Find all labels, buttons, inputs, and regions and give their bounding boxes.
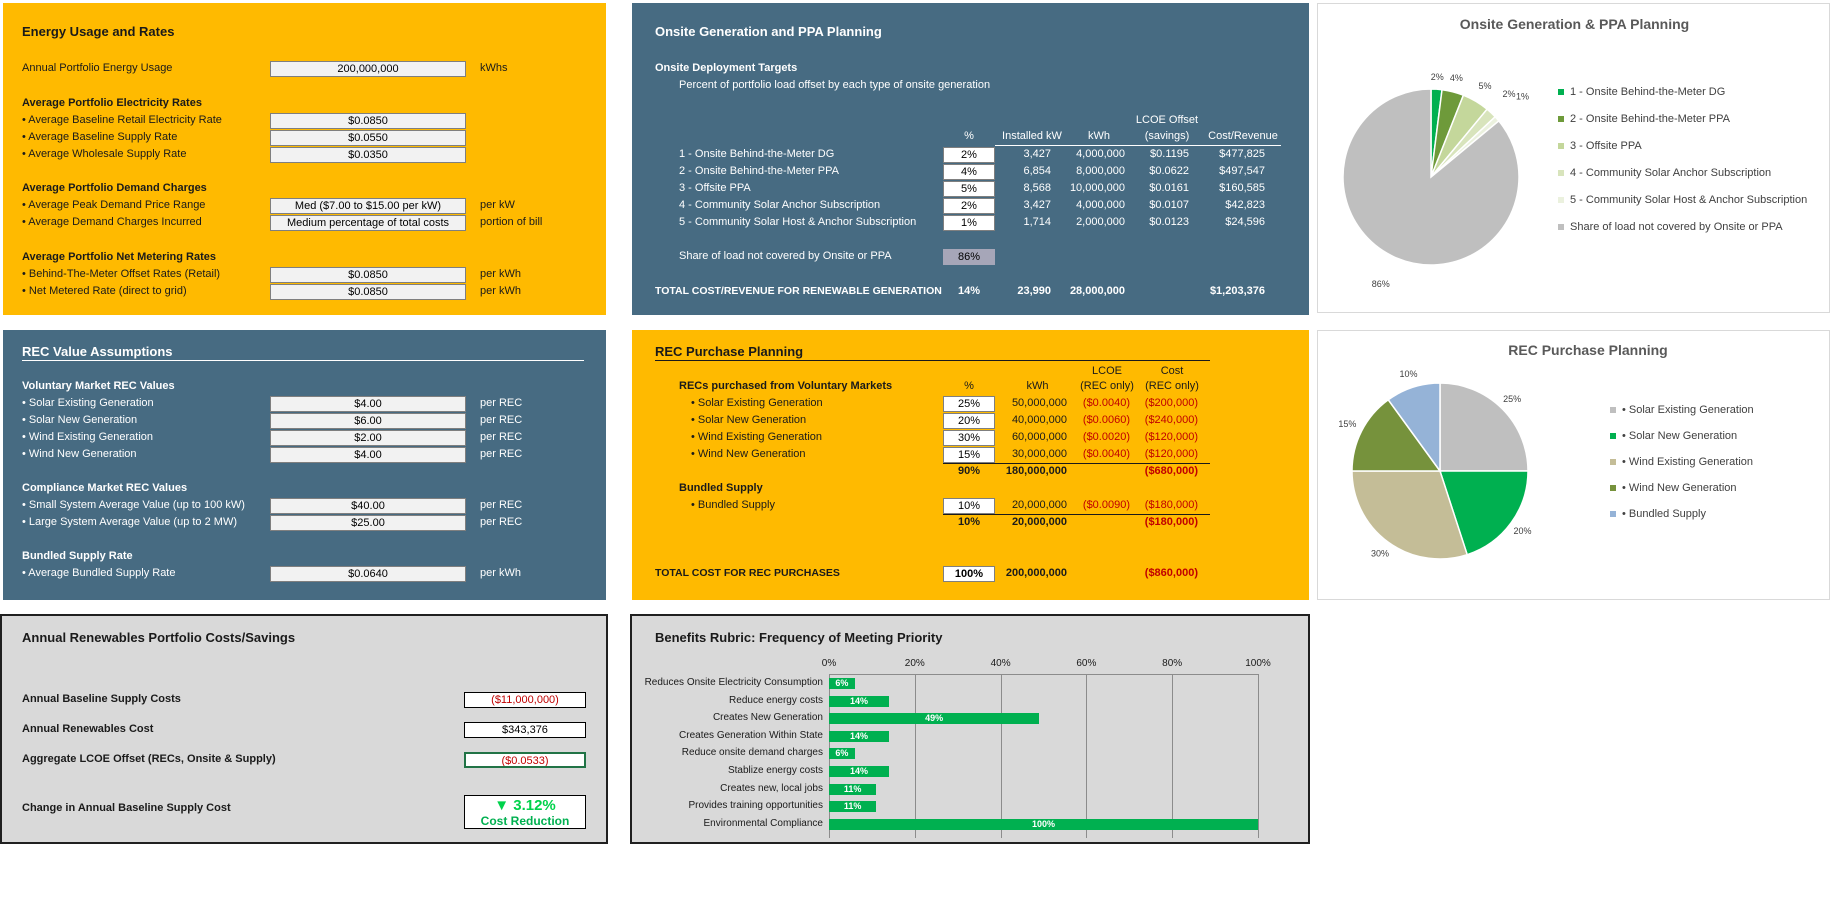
bundled-rate-header: Bundled Supply Rate (22, 550, 133, 562)
compliance-header: Compliance Market REC Values (22, 482, 188, 494)
bundled-rate-unit: per kWh (480, 567, 521, 579)
bar-category-label: Creates New Generation (712, 712, 823, 724)
bar: 11% (829, 784, 876, 795)
x-tick-label: 20% (904, 658, 925, 669)
rec-vol-subtotal-pct: 90% (957, 465, 981, 477)
legend-label: 4 - Community Solar Anchor Subscription (1570, 167, 1772, 179)
rec-vol-subtotal-cost: ($680,000) (1144, 465, 1198, 477)
vol-wind-new-label: • Wind New Generation (22, 448, 137, 460)
costs-panel (0, 614, 608, 844)
pie-data-label: 86% (1371, 278, 1390, 289)
col-cost-revenue: Cost/Revenue (1208, 130, 1278, 142)
onsite-row-kw: 3,427 (1023, 199, 1051, 211)
legend-label: • Wind Existing Generation (1622, 456, 1754, 468)
vol-wind-new-unit: per REC (480, 448, 523, 460)
onsite-row-kwh: 4,000,000 (1076, 199, 1125, 211)
rec-row-pct-input[interactable]: 20% (943, 413, 995, 429)
legend-entry (1558, 167, 1771, 179)
rec-vol-subtotal-kwh: 180,000,000 (1005, 465, 1067, 477)
rec-pie-chart (1318, 331, 1830, 601)
onsite-row-cost: $477,825 (1219, 148, 1265, 160)
change-sub: Cost Reduction (480, 814, 570, 828)
rec-total-cost: ($860,000) (1144, 567, 1198, 579)
legend-label: 3 - Offsite PPA (1570, 140, 1642, 152)
onsite-row-cost: $42,823 (1225, 199, 1265, 211)
vol-solar-existing-input[interactable]: $4.00 (270, 396, 466, 412)
comp-large-input[interactable]: $25.00 (270, 515, 466, 531)
aggregate-lcoe-value[interactable]: ($0.0533) (464, 752, 586, 768)
onsite-row-kw: 6,854 (1023, 165, 1051, 177)
rec-bundled-subtotal-kwh: 20,000,000 (1011, 516, 1067, 528)
wholesale-supply-label: • Average Wholesale Supply Rate (22, 148, 187, 160)
baseline-retail-input[interactable]: $0.0850 (270, 113, 466, 129)
legend-label: • Solar New Generation (1622, 430, 1738, 442)
rec-bundled-lcoe: ($0.0090) (1082, 499, 1130, 511)
rec-row-cost: ($120,000) (1144, 431, 1198, 443)
col-cost-top: Cost (1160, 365, 1184, 377)
onsite-row-label: 3 - Offsite PPA (679, 182, 751, 194)
legend-label: 2 - Onsite Behind-the-Meter PPA (1570, 113, 1730, 125)
onsite-row-pct-input[interactable]: 2% (943, 147, 995, 163)
legend-entry (1610, 456, 1753, 468)
btm-offset-input[interactable]: $0.0850 (270, 267, 466, 283)
legend-label: • Wind New Generation (1622, 482, 1737, 494)
grid-line (915, 674, 916, 838)
share-not-covered-label: Share of load not covered by Onsite or PPA (679, 250, 892, 262)
annual-usage-unit: kWhs (480, 62, 508, 74)
legend-swatch (1558, 224, 1564, 230)
bar: 6% (829, 678, 855, 689)
rec-row-kwh: 60,000,000 (1011, 431, 1067, 443)
onsite-row-kw: 1,714 (1023, 216, 1051, 228)
vol-wind-existing-unit: per REC (480, 431, 523, 443)
pie-data-label: 5% (1478, 80, 1492, 91)
comp-small-unit: per REC (480, 499, 523, 511)
onsite-row-lcoe: $0.0123 (1149, 216, 1189, 228)
demand-incurred-unit: portion of bill (480, 216, 543, 228)
baseline-retail-label: • Average Baseline Retail Electricity Rate (22, 114, 222, 126)
pie-data-label: 30% (1371, 548, 1390, 559)
net-metered-unit: per kWh (480, 285, 521, 297)
pie-data-label: 25% (1503, 393, 1522, 404)
onsite-row-lcoe: $0.0161 (1149, 182, 1189, 194)
legend-label: • Bundled Supply (1622, 508, 1706, 520)
vol-solar-new-input[interactable]: $6.00 (270, 413, 466, 429)
rec-row-lcoe: ($0.0020) (1082, 431, 1130, 443)
rec-bundled-subtotal-rule (943, 514, 1210, 515)
bundled-rate-label: • Average Bundled Supply Rate (22, 567, 176, 579)
demand-incurred-label: • Average Demand Charges Incurred (22, 216, 202, 228)
onsite-row-kwh: 10,000,000 (1069, 182, 1125, 194)
elec-rates-header: Average Portfolio Electricity Rates (22, 97, 202, 109)
btm-offset-label: • Behind-The-Meter Offset Rates (Retail) (22, 268, 221, 280)
legend-label: • Solar Existing Generation (1622, 404, 1754, 416)
legend-swatch (1610, 485, 1616, 491)
col-kwh: kWh (1026, 380, 1049, 392)
grid-line (1258, 674, 1259, 838)
rec-row-label: • Wind Existing Generation (691, 431, 823, 443)
rec-voluntary-header: RECs purchased from Voluntary Markets (679, 380, 893, 392)
benefits-title: Benefits Rubric: Frequency of Meeting Priority (655, 630, 943, 645)
rec-values-panel (3, 330, 606, 600)
annual-usage-label: Annual Portfolio Energy Usage (22, 62, 173, 74)
onsite-row-cost: $24,596 (1225, 216, 1265, 228)
bundled-rate-input[interactable]: $0.0640 (270, 566, 466, 582)
bar-category-label: Reduces Onsite Electricity Consumption (644, 677, 823, 688)
renewables-cost-value: $343,376 (464, 722, 586, 738)
bar: 14% (829, 766, 889, 777)
rec-purchase-title-rule (655, 360, 1210, 361)
rec-bundled-cost: ($180,000) (1144, 499, 1198, 511)
onsite-generation-panel (632, 3, 1309, 315)
col-lcoe-savings: (savings) (1144, 130, 1190, 142)
onsite-total-cost: $1,203,376 (1209, 285, 1265, 297)
onsite-row-label: 1 - Onsite Behind-the-Meter DG (679, 148, 835, 160)
legend-entry (1558, 86, 1725, 98)
legend-entry (1610, 508, 1706, 520)
net-metered-label: • Net Metered Rate (direct to grid) (22, 285, 187, 297)
change-box (464, 795, 586, 829)
rec-row-label: • Solar Existing Generation (691, 397, 823, 409)
legend-swatch (1558, 143, 1564, 149)
bar-category-label: Creates new, local jobs (720, 782, 823, 794)
legend-entry (1610, 430, 1737, 442)
rec-values-title-rule (22, 360, 584, 361)
energy-usage-panel (3, 3, 606, 315)
bar-category-label: Provides training opportunities (688, 800, 823, 812)
pie-data-label: 1% (1516, 91, 1530, 102)
bar: 11% (829, 801, 876, 812)
bar-category-label: Environmental Compliance (703, 817, 823, 829)
rec-bundled-subtotal-cost: ($180,000) (1144, 516, 1198, 528)
rec-row-kwh: 50,000,000 (1011, 397, 1067, 409)
bar: 14% (829, 731, 889, 742)
baseline-supply-label: • Average Baseline Supply Rate (22, 131, 178, 143)
rec-row-label: • Solar New Generation (691, 414, 807, 426)
x-axis-line (829, 674, 1258, 675)
annual-usage-input[interactable]: 200,000,000 (270, 61, 466, 77)
peak-demand-unit: per kW (480, 199, 515, 211)
wholesale-supply-input[interactable]: $0.0350 (270, 147, 466, 163)
col-installed-kw: Installed kW (1002, 130, 1062, 142)
bar: 49% (829, 713, 1039, 724)
legend-entry (1558, 194, 1807, 206)
vol-solar-new-label: • Solar New Generation (22, 414, 138, 426)
col-cost-rec: (REC only) (1145, 380, 1199, 392)
bar-category-label: Stablize energy costs (727, 765, 823, 776)
onsite-pie-panel (1317, 3, 1830, 313)
legend-label: 5 - Community Solar Host & Anchor Subscription (1570, 194, 1808, 206)
rec-row-cost: ($120,000) (1144, 448, 1198, 460)
net-metering-header: Average Portfolio Net Metering Rates (22, 251, 216, 263)
onsite-row-label: 2 - Onsite Behind-the-Meter PPA (679, 165, 839, 177)
onsite-title: Onsite Generation and PPA Planning (655, 24, 882, 39)
onsite-total-kwh: 28,000,000 (1069, 285, 1125, 297)
rec-row-lcoe: ($0.0040) (1082, 448, 1130, 460)
onsite-row-kw: 8,568 (1023, 182, 1051, 194)
x-tick-label: 0% (821, 658, 837, 669)
legend-label: Share of load not covered by Onsite or PPA (1570, 221, 1783, 233)
onsite-row-kw: 3,427 (1023, 148, 1051, 160)
rec-bundled-label: • Bundled Supply (691, 499, 775, 511)
onsite-row-lcoe: $0.1195 (1150, 148, 1189, 160)
onsite-row-pct-input[interactable]: 2% (943, 198, 995, 214)
rec-row-pct-input[interactable]: 30% (943, 430, 995, 446)
rec-total-kwh: 200,000,000 (1005, 567, 1067, 579)
onsite-total-pct: 14% (957, 285, 981, 297)
onsite-row-cost: $497,547 (1219, 165, 1265, 177)
col-pct: % (964, 380, 974, 392)
onsite-row-lcoe: $0.0107 (1149, 199, 1189, 211)
legend-swatch (1558, 197, 1564, 203)
comp-large-unit: per REC (480, 516, 523, 528)
legend-swatch (1558, 170, 1564, 176)
onsite-row-kwh: 4,000,000 (1076, 148, 1125, 160)
bar-category-label: Creates Generation Within State (679, 729, 823, 741)
onsite-row-label: 5 - Community Solar Host & Anchor Subscription (679, 216, 917, 228)
rec-row-lcoe: ($0.0040) (1082, 397, 1130, 409)
renewables-cost-label: Annual Renewables Cost (22, 723, 154, 735)
onsite-targets-sub: Percent of portfolio load offset by each type of onsite generation (679, 79, 991, 91)
onsite-row-pct-input[interactable]: 4% (943, 164, 995, 180)
legend-swatch (1610, 511, 1616, 517)
onsite-pie-title: Onsite Generation & PPA Planning (1459, 16, 1690, 32)
rec-bundled-kwh: 20,000,000 (1011, 499, 1067, 511)
legend-entry (1558, 221, 1783, 233)
aggregate-lcoe-label: Aggregate LCOE Offset (RECs, Onsite & Supply) (22, 753, 276, 765)
legend-entry (1610, 482, 1737, 494)
pie-data-label: 15% (1338, 418, 1357, 429)
legend-swatch (1558, 89, 1564, 95)
bar: 6% (829, 748, 855, 759)
rec-row-cost: ($240,000) (1144, 414, 1198, 426)
legend-label: 1 - Onsite Behind-the-Meter DG (1570, 86, 1726, 98)
demand-incurred-select[interactable]: Medium percentage of total costs (270, 215, 466, 231)
pie-data-label: 20% (1513, 525, 1532, 536)
onsite-row-label: 4 - Community Solar Anchor Subscription (679, 199, 881, 211)
baseline-costs-label: Annual Baseline Supply Costs (22, 693, 181, 705)
rec-pie-panel (1317, 330, 1830, 600)
rec-row-lcoe: ($0.0060) (1082, 414, 1130, 426)
rec-bundled-subtotal-pct: 10% (957, 516, 981, 528)
onsite-targets-header: Onsite Deployment Targets (655, 62, 798, 74)
onsite-total-label: TOTAL COST/REVENUE FOR RENEWABLE GENERATION (655, 285, 942, 297)
voluntary-header: Voluntary Market REC Values (22, 380, 175, 392)
vol-wind-new-input[interactable]: $4.00 (270, 447, 466, 463)
rec-purchase-panel (632, 330, 1309, 600)
onsite-row-kwh: 8,000,000 (1076, 165, 1125, 177)
rec-bundled-header: Bundled Supply (679, 482, 763, 494)
comp-small-label: • Small System Average Value (up to 100 kW) (22, 499, 245, 511)
vol-wind-existing-label: • Wind Existing Generation (22, 431, 154, 443)
bar-category-label: Reduce energy costs (729, 694, 823, 706)
rec-row-pct-input[interactable]: 25% (943, 396, 995, 412)
change-label: Change in Annual Baseline Supply Cost (22, 802, 231, 814)
rec-row-kwh: 40,000,000 (1011, 414, 1067, 426)
benefits-panel (630, 614, 1310, 844)
col-kwh: kWh (1088, 130, 1110, 142)
rec-row-kwh: 30,000,000 (1011, 448, 1067, 460)
onsite-row-cost: $160,585 (1219, 182, 1265, 194)
rec-values-title: REC Value Assumptions (22, 344, 173, 359)
rec-bundled-pct-input[interactable]: 10% (943, 498, 995, 514)
pie-data-label: 10% (1399, 368, 1418, 379)
onsite-row-kwh: 2,000,000 (1076, 216, 1125, 228)
x-tick-label: 80% (1162, 658, 1183, 669)
baseline-costs-value: ($11,000,000) (464, 692, 586, 708)
x-tick-label: 40% (990, 658, 1011, 669)
onsite-row-pct-input[interactable]: 1% (943, 215, 995, 231)
grid-line (1086, 674, 1087, 838)
pie-data-label: 4% (1449, 73, 1463, 84)
rec-row-pct-input[interactable]: 15% (943, 447, 995, 463)
col-pct: % (964, 130, 974, 142)
vol-solar-new-unit: per REC (480, 414, 523, 426)
vol-wind-existing-input[interactable]: $2.00 (270, 430, 466, 446)
rec-row-cost: ($200,000) (1144, 397, 1198, 409)
onsite-header-rule (995, 145, 1281, 146)
grid-line (1172, 674, 1173, 838)
x-tick-label: 60% (1076, 658, 1097, 669)
col-lcoe-top: LCOE Offset (1135, 114, 1199, 126)
pie-data-label: 2% (1502, 88, 1516, 99)
legend-swatch (1558, 116, 1564, 122)
grid-line (1001, 674, 1002, 838)
bar: 100% (829, 819, 1258, 830)
legend-swatch (1610, 433, 1616, 439)
rec-vol-subtotal-rule (943, 463, 1210, 464)
bar: 14% (829, 696, 889, 707)
rec-purchase-title: REC Purchase Planning (655, 344, 804, 359)
vol-solar-existing-unit: per REC (480, 397, 523, 409)
change-value: ▼ 3.12% (494, 797, 556, 814)
rec-total-label: TOTAL COST FOR REC PURCHASES (655, 567, 840, 579)
legend-entry (1558, 140, 1642, 152)
btm-offset-unit: per kWh (480, 268, 521, 280)
comp-large-label: • Large System Average Value (up to 2 MW) (22, 516, 237, 528)
onsite-total-kw: 23,990 (1017, 285, 1051, 297)
onsite-row-lcoe: $0.0622 (1149, 165, 1189, 177)
x-tick-label: 100% (1245, 658, 1271, 669)
share-not-covered-value: 86% (943, 249, 995, 265)
legend-entry (1610, 404, 1754, 416)
baseline-supply-input[interactable]: $0.0550 (270, 130, 466, 146)
vol-solar-existing-label: • Solar Existing Generation (22, 397, 154, 409)
energy-title: Energy Usage and Rates (22, 24, 175, 39)
rec-row-label: • Wind New Generation (691, 448, 806, 460)
peak-demand-label: • Average Peak Demand Price Range (22, 199, 206, 211)
legend-swatch (1610, 459, 1616, 465)
rec-total-pct: 100% (943, 566, 995, 582)
col-lcoe-top: LCOE (1092, 365, 1122, 377)
legend-entry (1558, 113, 1730, 125)
col-lcoe-rec: (REC only) (1080, 380, 1134, 392)
costs-title: Annual Renewables Portfolio Costs/Savings (22, 630, 296, 645)
bar-category-label: Reduce onsite demand charges (681, 747, 823, 759)
net-metered-input[interactable]: $0.0850 (270, 284, 466, 300)
comp-small-input[interactable]: $40.00 (270, 498, 466, 514)
peak-demand-select[interactable]: Med ($7.00 to $15.00 per kW) (270, 198, 466, 214)
pie-data-label: 2% (1430, 72, 1444, 83)
onsite-pie-chart (1318, 4, 1830, 314)
legend-swatch (1610, 407, 1616, 413)
demand-charges-header: Average Portfolio Demand Charges (22, 182, 207, 194)
rec-pie-title: REC Purchase Planning (1508, 342, 1668, 358)
onsite-row-pct-input[interactable]: 5% (943, 181, 995, 197)
